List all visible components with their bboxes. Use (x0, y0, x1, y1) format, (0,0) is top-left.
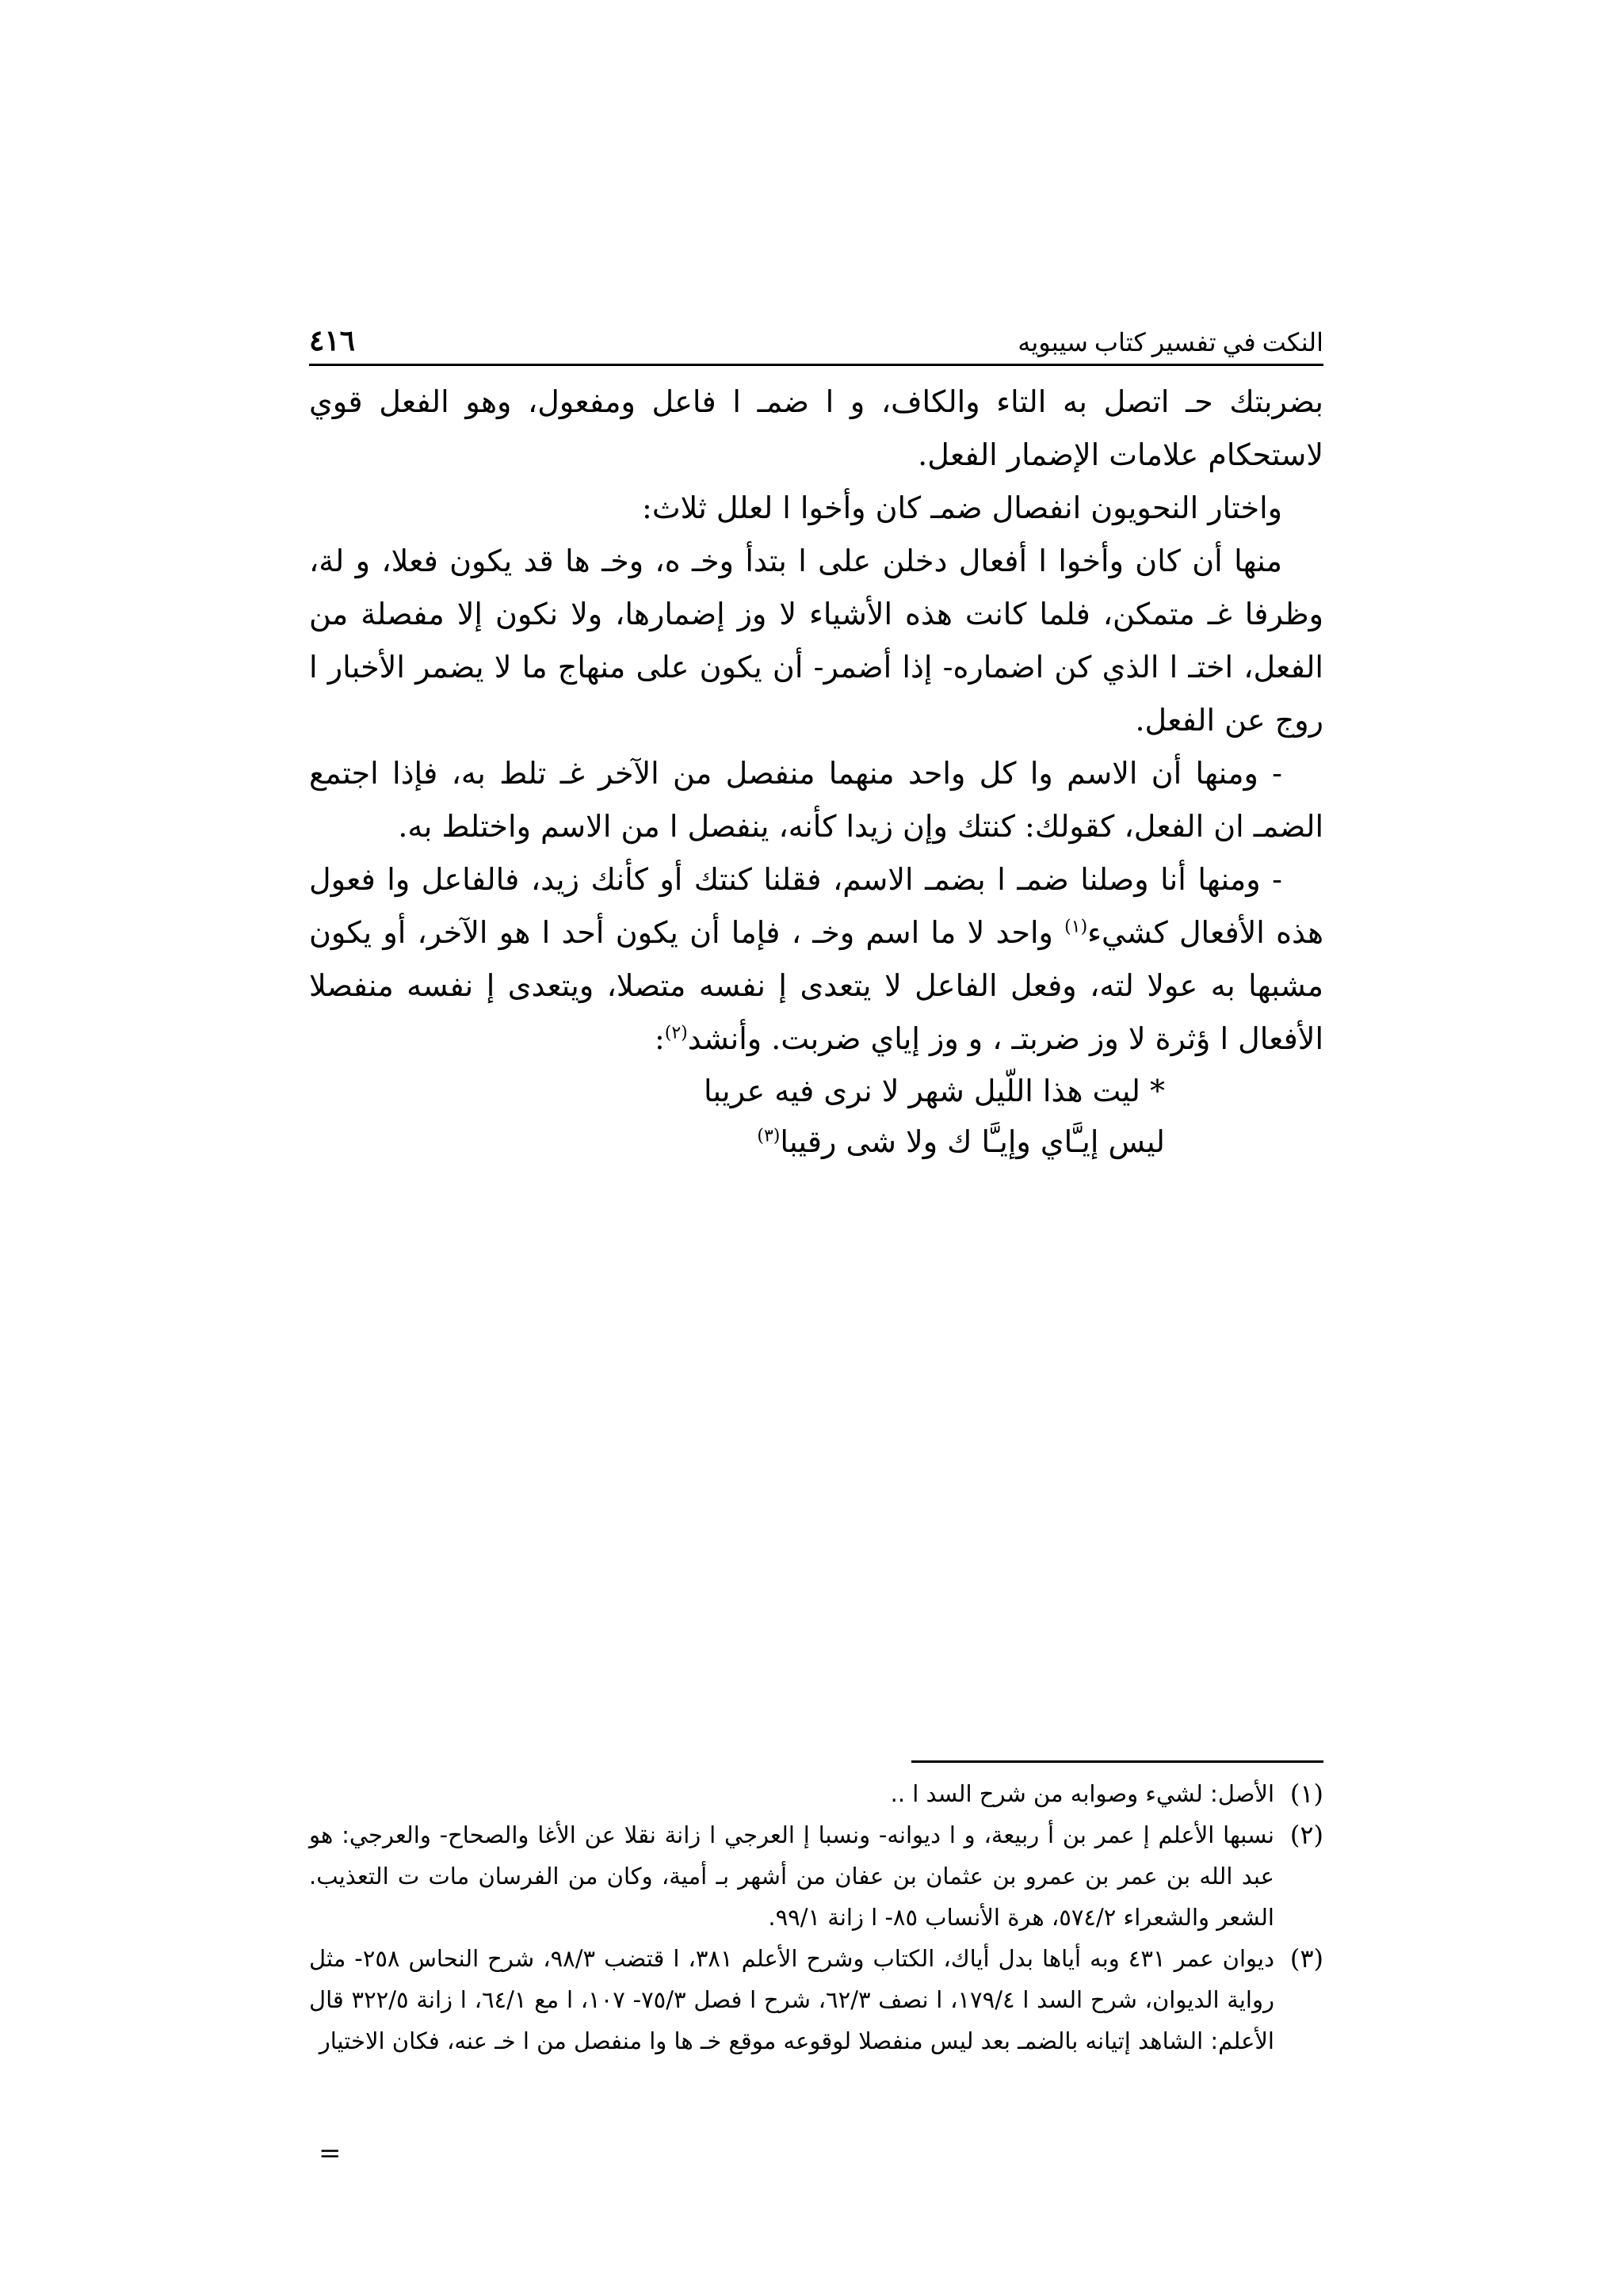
paragraph-2: واختار النحويون انفصال ضمـ كان وأخوا ا لعلل ثلاث: (642, 490, 1282, 525)
footnote-text: ديوان عمر ٤٣١ وبه أياها بدل أياك، الكتاب وشرح الأعلم ٣٨١، ا قتضب ٩٨/٣، شرح النحاس ٢٥٨- مثل رواية الديوان، شرح السد ا ١٧٩/٤، ا نصف ٦٢/٣، شرح ا فصل ٧٥/٣- ١٠٧، ا مع ٦٤/١، ا زانة ٣٢٢/٥ قال الأعلم: الشاهد إتيانه بالضمـ بعد ليس منفصلا لوقوعه موقع خـ ها وا منفصل من ا خـ عنه، فكان الاختيار (309, 1945, 1274, 2054)
book-page (309, 317, 1324, 2169)
footnote-ref-3: (٣) (757, 1126, 781, 1146)
verse-line-1: * ليت هذا اللّيل شهر لا نرى فيه عريبا (703, 1074, 1165, 1108)
continuation-mark: = (319, 2138, 342, 2169)
footnote-number: (٢) (1289, 1820, 1323, 1850)
footnote-3 (309, 1938, 1323, 2061)
paragraph-5-text-a: - ومنها أنا وصلنا ضمـ ا بضمـ الاسم، فقلنا كنتك أو كأنك زيد، فالفاعل وا فعول هذه الأفعال كشيء (309, 862, 1324, 950)
footnote-text: الأصل: لشيء وصوابه من شرح السد ا .. (890, 1780, 1274, 1807)
footnote-number: (٣) (1289, 1943, 1323, 1974)
paragraph-5-text-b: واحد لا ما اسم وخـ ، فإما أن يكون أحد ا هو الآخر، أو يكون مشبها به عولا لته، وفعل الفاعل لا يتعدى إ نفسه متصلا، ويتعدى إ نفسه منفصلا الأفعال ا ؤثرة لا وز ضربتـ ، و وز إياي ضربت. وأنشد (309, 915, 1323, 1056)
paragraph-5 (309, 853, 1323, 1066)
footnotes (309, 1773, 1323, 2061)
footnote-number: (١) (1289, 1779, 1323, 1809)
footnote-ref-2: (٢) (664, 1023, 688, 1043)
footnote-2 (309, 1814, 1323, 1938)
page-number: ٤١٦ (309, 324, 356, 357)
poetry-verse (309, 1066, 1323, 1167)
footnote-ref-1: (١) (1064, 917, 1088, 937)
main-text (309, 376, 1323, 1167)
footnote-separator (911, 1760, 1323, 1763)
footnote-text: نسبها الأعلم إ عمر بن أ ربيعة، و ا ديوانه- ونسبا إ العرجي ا زانة نقلا عن الأغا والصحاح- والعرجي: هو عبد الله بن عمر بن عمرو بن عثمان بن عفان من أشهر بـ أمية، وكان من الفرسان مات ت التعذيب. الشعر والشعراء ٥٧٤/٢، هرة الأنساب ٨٥- ا زانة ٩٩/١. (309, 1821, 1274, 1931)
page-header (309, 317, 1323, 366)
paragraph-1: بضربتك حـ اتصل به التاء والكاف، و ا ضمـ ا فاعل ومفعول، وهو الفعل قوي لاستحكام علامات الإضمار الفعل. (309, 384, 1323, 472)
paragraph-3: منها أن كان وأخوا ا أفعال دخلن على ا بتدأ وخـ ه، وخـ ها قد يكون فعلا، و لة، وظرفا غـ متمكن، فلما كانت هذه الأشياء لا وز إضمارها، ولا نكون إلا مفصلة من الفعل، اختـ ا الذي كن اضماره- إذا أضمر- أن يكون على منهاج ما لا يضمر الأخبار ا روج عن الفعل. (309, 543, 1323, 738)
verse-line-2 (309, 1116, 1165, 1167)
running-title: النكت في تفسير كتاب سيبويه (1018, 328, 1323, 357)
footnote-1 (309, 1773, 1323, 1814)
paragraph-4: - ومنها أن الاسم وا كل واحد منهما منفصل من الآخر غـ تلط به، فإذا اجتمع الضمـ ان الفعل، كقولك: كنتك وإن زيدا كأنه، ينفصل ا من الاسم واختلط به. (309, 756, 1323, 844)
verse-line-2-text: ليس إيـَّاي وإيـَّا ك ولا شى رقيبا (780, 1124, 1165, 1159)
paragraph-5-colon: : (654, 1021, 665, 1056)
